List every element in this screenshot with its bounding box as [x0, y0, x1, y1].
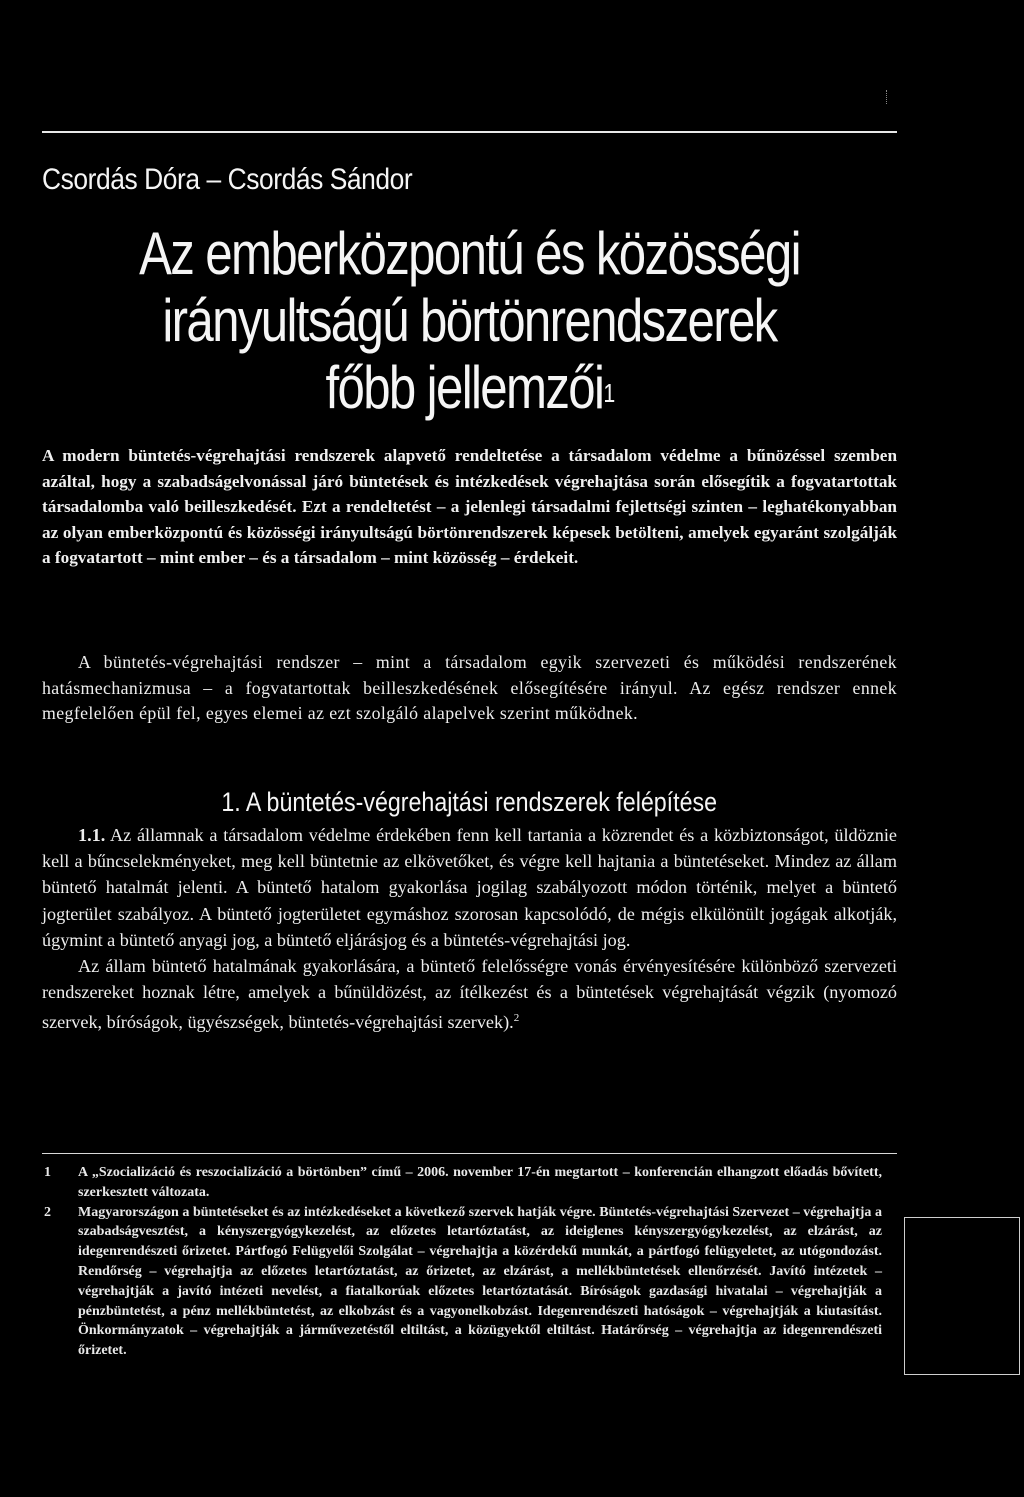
footnote-number: 2	[44, 1204, 51, 1220]
footnote-text: Magyarországon a büntetéseket és az intézkedéseket a következő szervek hatják végre. Büntetés-végrehajtási Szervezet – végrehajtja a szabadságvesztést, a kényszergyógykezelést, az előzetes letartóztatást, az ideiglenes kényszergyógykezelést, az elzárást, az idegenrendészeti őrizetet. Pártfogó Felügyelői Szolgálat – végrehajtja a közérdekű munkát, a pártfogó felügyeletet, az utógondozást. Rendőrség – végrehajtja az előzetes letartóztatást, az őrizetet, az elzárást, a mellékbüntetések ellenőrzését. Javító intézetek – végrehajtják a javító intézeti nevelést, a fiatalkorúak előzetes letartóztatását. Bíróságok gazdasági hivatalai – végrehajtják a pénzbüntetést, a pénz mellékbüntetést, az elkobzást és a vagyonelkobzást. Idegenrendészeti hatóságok – végrehajtják a kiutasítást. Önkormányzatok – végrehajtják a járművezetéstől eltiltást, a közügyektől eltiltást. Határőrség – végrehajtja az idegenrendészeti őrizetet.	[78, 1204, 882, 1359]
footnote-1	[42, 1163, 882, 1203]
footnote-rule	[42, 1153, 897, 1154]
abstract: A modern büntetés-végrehajtási rendszerek alapvető rendeltetése a társadalom védelme a bűnözéssel szemben azáltal, hogy a szabadságelvonással járó büntetések és intézkedések végrehajtása során elősegítik a fogvatartottak társadalomba való beilleszkedését. Ezt a rendeltetést – a jelenlegi társadalmi fejlettségi szinten – leghatékonyabban az olyan emberközpontú és közösségi irányultságú börtönrendszerek képesek betölteni, amelyek egyaránt szolgálják a fogvatartott – mint ember – és a társadalom – mint közösség – érdekeit.	[42, 446, 897, 568]
title-footnote-marker: 1	[603, 378, 614, 408]
article-title	[42, 220, 897, 421]
body-text	[42, 822, 897, 1036]
footnotes	[42, 1163, 882, 1361]
paragraph-1-1	[42, 822, 897, 953]
authors: Csordás Dóra – Csordás Sándor	[42, 163, 413, 196]
paragraph-2-footnote-marker: 2	[513, 1012, 520, 1025]
footnote-text: A „Szocializáció és reszocializáció a börtönben” című – 2006. november 17-én megtartott – konferencián elhangzott előadás bővített, szerkesztett változata.	[78, 1165, 882, 1200]
intro-paragraph: A büntetés-végrehajtási rendszer – mint a társadalom egyik szervezeti és működési rendszerének hatásmechanizmusa – a fogvatartottak beilleszkedésének elősegítésére irányul. Az egész rendszer ennek megfelelően épül fel, egyes elemei az ezt szolgáló alapelvek szerint működnek.	[42, 652, 897, 724]
footnote-number: 1	[44, 1165, 51, 1180]
title-line-1: Az emberközpontú és közösségi	[139, 220, 800, 287]
section-heading-text: 1. A büntetés-végrehajtási rendszerek felépítése	[221, 787, 718, 817]
paragraph-1-1-text: Az államnak a társadalom védelme érdekében fenn kell tartania a közrendet és a közbiztonságot, üldöznie kell a bűncselekményeket, meg kell büntetnie az elkövetőket, és végre kell hajtania a büntetéseket. Mindez az állam büntető hatalmát jelenti. A büntető hatalom gyakorlása jogilag szabályozott módon történik, melyet a büntető jogterület szabályoz. A büntető jogterületet egymáshoz szorosan kapcsolódó, de mégis elkülönült jogágak alkotják, úgymint a büntető anyagi jog, a büntető eljárásjog és a büntetés-végrehajtási jog.	[42, 825, 897, 950]
footnote-2	[42, 1203, 882, 1361]
title-line-3	[119, 354, 820, 421]
section-heading	[42, 787, 897, 818]
paragraph-2	[42, 953, 897, 1036]
margin-box	[904, 1217, 1020, 1375]
paragraph-number: 1.1.	[78, 825, 106, 845]
header-rule	[42, 131, 897, 133]
scan-mark	[886, 90, 887, 104]
paragraph-2-text: Az állam büntető hatalmának gyakorlására, a büntető felelősségre vonás érvényesítésére különböző szervezeti rendszereket hoznak létre, amelyek a bűnüldözést, az ítélkezést és a büntetések végrehajtását végzik (nyomozó szervek, bíróságok, ügyészségek, büntetés-végrehajtási szervek).	[42, 956, 897, 1033]
title-line-2: irányultságú börtönrendszerek	[162, 287, 777, 354]
title-line-3-text: főbb jellemzői	[325, 354, 604, 421]
